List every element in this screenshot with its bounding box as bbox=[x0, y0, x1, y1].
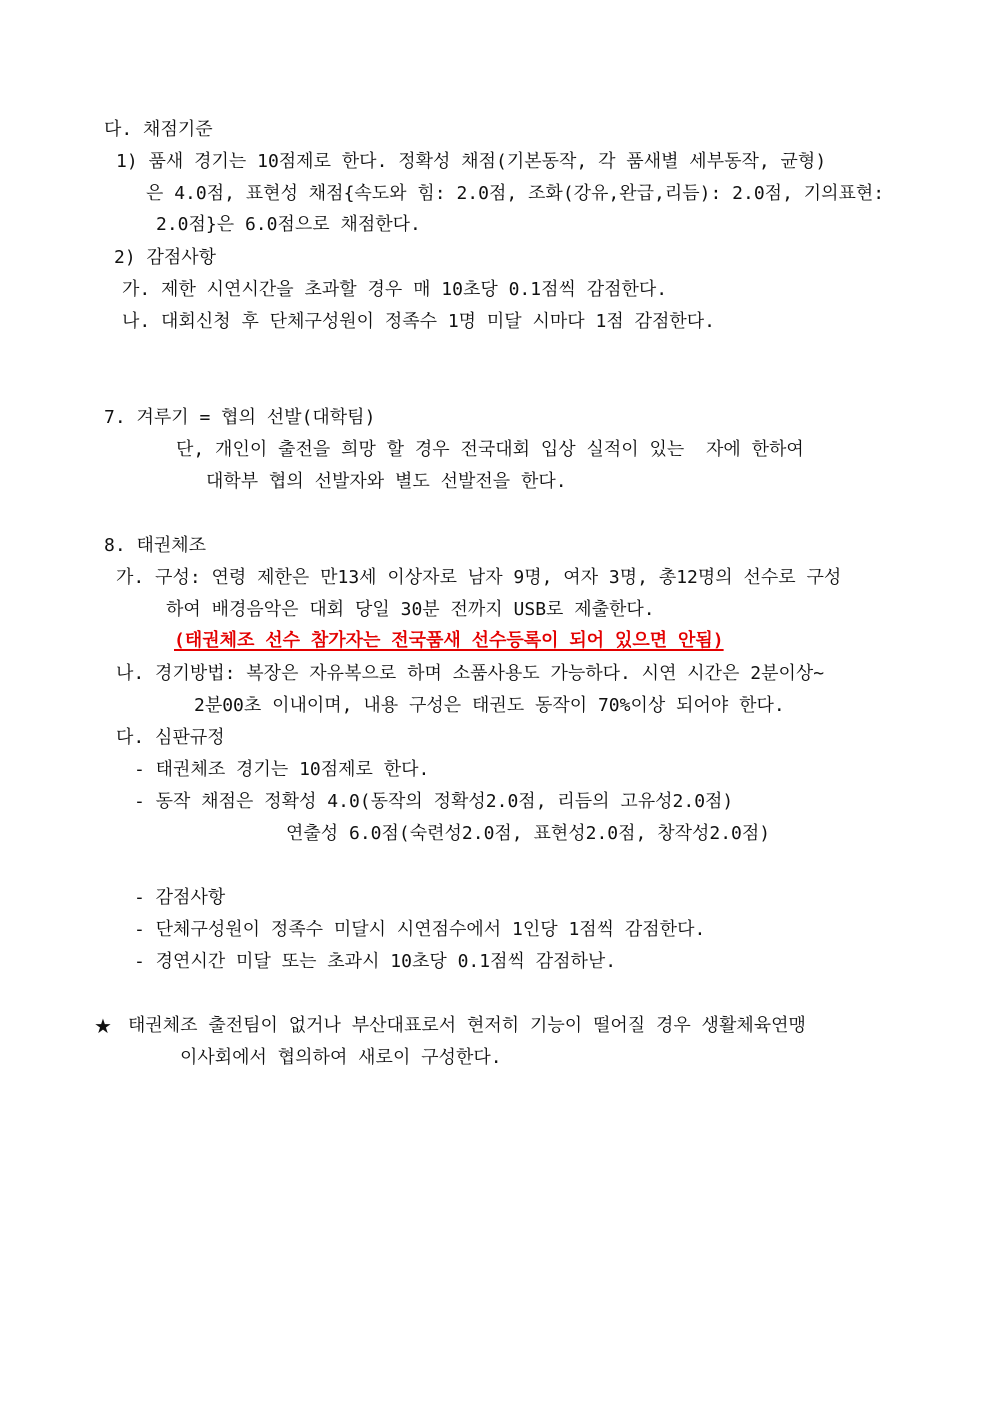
deduction-heading: 2) 감점사항 bbox=[114, 247, 217, 268]
taekwon-deduction-item1: - 단체구성원이 정족수 미달시 시연점수에서 1인당 1점씩 감점한다. bbox=[134, 919, 706, 940]
section-8-heading: 8. 태권체조 bbox=[104, 535, 207, 556]
footnote-line1: 태권체조 출전팀이 없거나 부산대표로서 현저히 기능이 떨어질 경우 생활체육연맹 bbox=[128, 1015, 806, 1036]
eligibility-notice: (태권체조 선수 참가자는 전국품새 선수등록이 되어 있으면 안됨) bbox=[174, 630, 724, 651]
section-7-heading: 7. 겨루기 = 협의 선발(대학팀) bbox=[104, 407, 376, 428]
judging-heading: 다. 심판규정 bbox=[116, 727, 225, 748]
scoring-item1-line1: 1) 품새 경기는 10점제로 한다. 정확성 채점(기본동작, 각 품새별 세부동작, 균형) bbox=[116, 151, 827, 172]
scoring-item1-line3: 2.0점}은 6.0점으로 채점한다. bbox=[156, 214, 421, 235]
footnote-line2: 이사회에서 협의하여 새로이 구성한다. bbox=[180, 1047, 502, 1068]
deduction-item-ga: 가. 제한 시연시간을 초과할 경우 매 10초당 0.1점씩 감점한다. bbox=[122, 279, 668, 300]
section-7-line1: 단, 개인이 출전을 희망 할 경우 전국대회 입상 실적이 있는 자에 한하여 bbox=[176, 439, 804, 460]
judging-item2-continued: 연출성 6.0점(숙련성2.0점, 표현성2.0점, 창작성2.0점) bbox=[286, 823, 771, 844]
composition-line2: 하여 배경음악은 대회 당일 30분 전까지 USB로 제출한다. bbox=[166, 599, 655, 620]
method-line1: 나. 경기방법: 복장은 자유복으로 하며 소품사용도 가능하다. 시연 시간은 2분이상~ bbox=[116, 663, 825, 684]
section-7-line2: 대학부 협의 선발자와 별도 선발전을 한다. bbox=[206, 471, 567, 492]
section-da-heading: 다. 채점기준 bbox=[104, 119, 213, 140]
taekwon-deduction-heading: - 감점사항 bbox=[134, 887, 226, 908]
deduction-item-na: 나. 대회신청 후 단체구성원이 정족수 1명 미달 시마다 1점 감점한다. bbox=[122, 311, 715, 332]
scoring-item1-line2: 은 4.0점, 표현성 채점{속도와 힘: 2.0점, 조화(강유,완급,리듬): 2.0점, 기의표현: bbox=[146, 183, 885, 204]
judging-item2: - 동작 채점은 정확성 4.0(동작의 정확성2.0점, 리듬의 고유성2.0점) bbox=[134, 791, 734, 812]
taekwon-deduction-item2: - 경연시간 미달 또는 초과시 10초당 0.1점씩 감점하낟. bbox=[134, 951, 617, 972]
judging-item1: - 태권체조 경기는 10점제로 한다. bbox=[134, 759, 430, 780]
composition-line1: 가. 구성: 연령 제한은 만13세 이상자로 남자 9명, 여자 3명, 총12명의 선수로 구성 bbox=[116, 567, 842, 588]
method-line2: 2분00초 이내이며, 내용 구성은 태권도 동작이 70%이상 되어야 한다. bbox=[194, 695, 785, 716]
star-icon: ★ bbox=[94, 1014, 112, 1038]
